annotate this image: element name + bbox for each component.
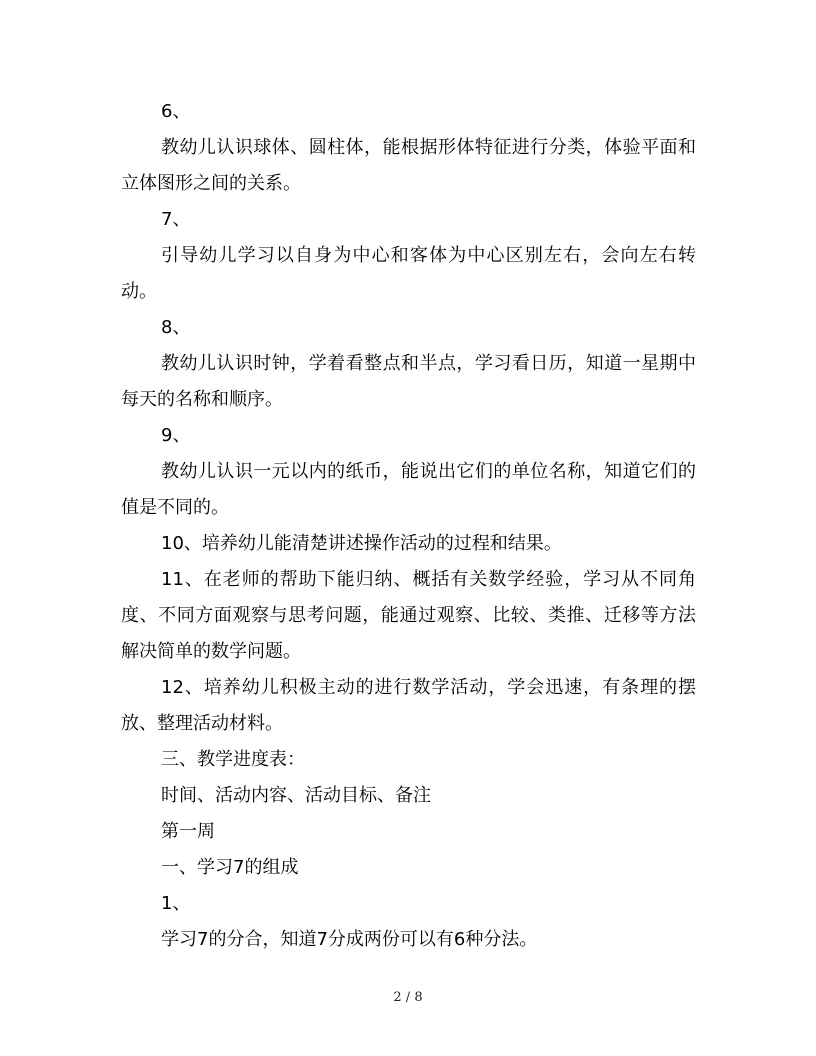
paragraph-item-8-number: 8、 (161, 317, 191, 338)
paragraph-item-9-text: 教幼儿认识一元以内的纸币，能说出它们的单位名称，知道它们的值是不同的。 (121, 461, 696, 518)
page-number: 2 / 8 (393, 990, 423, 1005)
paragraph-item-11: 11、在老师的帮助下能归纳、概括有关数学经验，学习从不同角度、不同方面观察与思考问题，能通过观察、比较、类推、迁移等方法解决简单的数学问题。 (121, 569, 696, 662)
paragraph-item-12: 12、培养幼儿积极主动的进行数学活动，学会迅速，有条理的摆放、整理活动材料。 (121, 677, 696, 734)
paragraph-item-9-number: 9、 (161, 425, 191, 446)
paragraph-item-10: 10、培养幼儿能清楚讲述操作活动的过程和结果。 (161, 533, 562, 554)
paragraph-item-6-text: 教幼儿认识球体、圆柱体，能根据形体特征进行分类，体验平面和立体图形之间的关系。 (121, 137, 696, 194)
activity-title: 一、学习7的组成 (161, 857, 299, 878)
paragraph-item-8-text: 教幼儿认识时钟，学着看整点和半点，学习看日历，知道一星期中每天的名称和顺序。 (121, 353, 696, 410)
week-label: 第一周 (161, 821, 215, 842)
paragraph-item-6-number: 6、 (161, 101, 191, 122)
schedule-columns-line: 时间、活动内容、活动目标、备注 (161, 785, 431, 806)
paragraph-item-7-number: 7、 (161, 209, 191, 230)
activity-item-number: 1、 (161, 893, 191, 914)
section-heading-schedule: 三、教学进度表： (161, 749, 305, 770)
paragraph-item-7-text: 引导幼儿学习以自身为中心和客体为中心区别左右，会向左右转动。 (121, 245, 696, 302)
activity-item-text: 学习7的分合，知道7分成两份可以有6种分法。 (161, 929, 538, 950)
page-body (121, 94, 696, 958)
